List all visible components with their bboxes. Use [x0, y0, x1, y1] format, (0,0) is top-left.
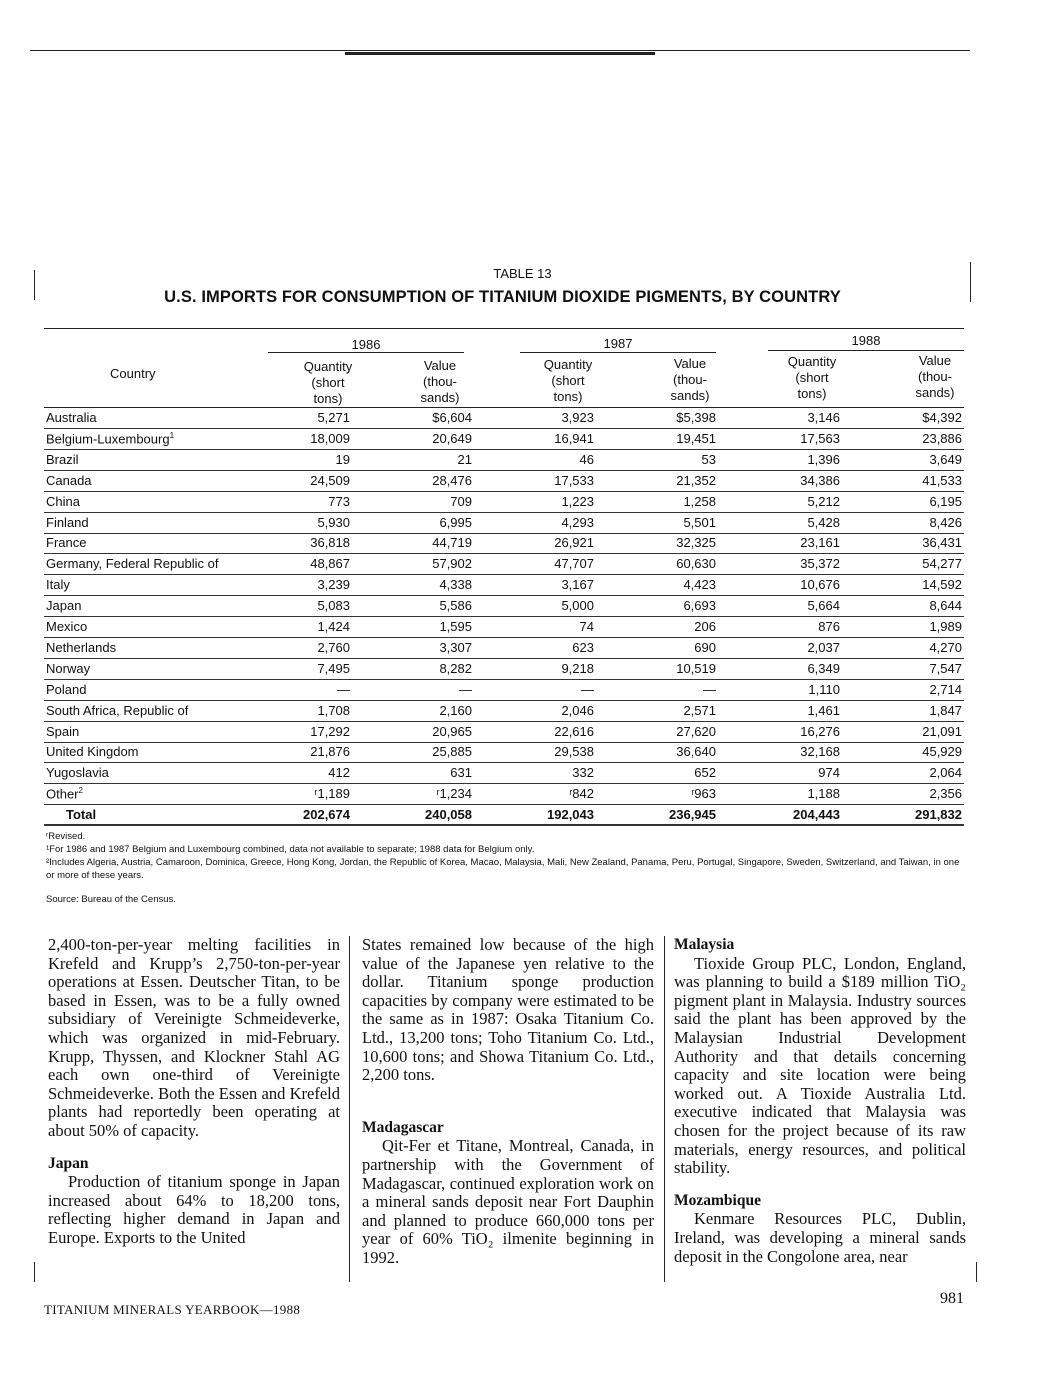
- cell-value: 16,941: [554, 430, 594, 446]
- cell-value: 1,258: [683, 493, 716, 509]
- quantity-header-1987: Quantity (short tons): [543, 357, 593, 404]
- table-top-rule: [44, 328, 964, 329]
- table-row: [44, 617, 964, 638]
- quantity-header-1986: Quantity (short tons): [303, 359, 353, 406]
- cell-value: 412: [328, 765, 350, 781]
- text-column-3: [674, 936, 966, 1266]
- cell-value: 44,719: [432, 535, 472, 551]
- cell-value: 10,519: [676, 660, 716, 676]
- cell-value: 20,649: [432, 430, 472, 446]
- cell-value: 8,282: [439, 660, 472, 676]
- country-name: [46, 765, 109, 780]
- cell-value: 974: [818, 765, 840, 781]
- country-label: Mexico: [46, 619, 88, 634]
- table-row: [44, 408, 964, 429]
- table-row: [44, 429, 964, 450]
- country-label: Germany, Federal Republic of: [46, 556, 219, 572]
- cell-value: 3,307: [439, 639, 472, 655]
- paragraph-japan: Production of titanium sponge in Japan increased about 64% to 18,200 tons, reflecting higher demand in Japan and Europe. Exports to the United: [48, 1172, 340, 1247]
- cell-value: 631: [450, 765, 472, 781]
- country-name: [46, 452, 79, 467]
- cell-value: 1,595: [439, 619, 472, 634]
- cell-value: 2,714: [929, 681, 962, 697]
- value-header-1988: Value (thou- sands): [915, 353, 955, 400]
- cell-value: 5,664: [807, 598, 840, 614]
- table-row: [44, 659, 964, 680]
- cell-value: 2,037: [807, 639, 840, 655]
- cell-value: 17,292: [310, 723, 350, 739]
- cell-value: 74: [579, 619, 594, 634]
- paragraph-malaysia: Tioxide Group PLC, London, England, was planning to build a $189 million TiO₂ pigment plant in Malaysia. Industry sources said the plant has been approved by the Malaysian Industrial Development Authority and that details concerning capacity and site location were being worked out. A Tioxide Australia Ltd. executive indicated that Malaysia was chosen for the project because of its raw materials, energy resources, and political stability.: [674, 953, 966, 1178]
- cell-value: 27,620: [676, 723, 716, 739]
- table-row: [44, 638, 964, 659]
- cell-value: 6,195: [929, 493, 962, 509]
- cell-value: 41,533: [922, 472, 962, 488]
- country-label: United Kingdom: [46, 744, 139, 760]
- cell-value: 14,592: [922, 577, 962, 593]
- cell-value: 2,760: [317, 639, 350, 655]
- country-name: [46, 556, 218, 571]
- heading-malaysia: Malaysia: [674, 936, 735, 953]
- cell-value: 21,091: [922, 723, 962, 739]
- cell-value: 48,867: [310, 556, 350, 572]
- cell-value: 28,476: [432, 472, 472, 488]
- country-label: Canada: [46, 472, 92, 488]
- country-name: [46, 786, 83, 801]
- country-name: [46, 515, 89, 530]
- cell-value: 1,110: [808, 681, 840, 697]
- country-name: [46, 473, 92, 488]
- heading-japan: Japan: [48, 1154, 89, 1172]
- cell-value: 1,989: [929, 619, 962, 634]
- year-1988-rule: [768, 350, 964, 351]
- cell-value: ʳ842: [569, 786, 594, 802]
- cell-value: 709: [450, 493, 472, 509]
- country-label: Brazil: [46, 451, 79, 467]
- cell-value: 206: [694, 619, 716, 634]
- cell-value: 6,349: [807, 660, 840, 676]
- cell-value: 19,451: [676, 430, 716, 446]
- cell-value: 9,218: [561, 660, 594, 676]
- year-1986-rule: [268, 352, 464, 353]
- cell-value: 2,571: [683, 702, 716, 718]
- cell-value: 5,000: [561, 598, 594, 614]
- cell-value: 54,277: [922, 556, 962, 572]
- cell-value: 32,168: [800, 744, 840, 760]
- cell-value: 291,832: [915, 807, 962, 823]
- note-2: ²Includes Algeria, Austria, Camaroon, Dominica, Greece, Hong Kong, Jordan, the Republic of Korea, Macao, Malaysia, Mali, New Zealand, Panama, Peru, Portugal, Singapore, Sweden, Switzerland, and Taiwan, in one or more of these years.: [46, 857, 960, 881]
- cell-value: 3,923: [561, 410, 594, 425]
- cell-value: 2,160: [439, 702, 472, 718]
- cell-value: 3,239: [317, 577, 350, 593]
- cell-value: 4,423: [683, 577, 716, 593]
- cell-value: 4,338: [439, 577, 472, 593]
- country-name: [46, 703, 188, 718]
- paragraph-madagascar: Qit-Fer et Titane, Montreal, Canada, in partnership with the Government of Madagascar, continued exploration work on a mineral sands deposit near Fort Dauphin and planned to produce 660,000 tons per year of 60% TiO₂ ilmenite beginning in 1992.: [362, 1136, 654, 1267]
- cell-value: 202,674: [303, 807, 350, 823]
- heading-madagascar: Madagascar: [362, 1118, 444, 1136]
- cell-value: 2,356: [929, 786, 962, 802]
- table-row: [44, 450, 964, 471]
- table-row: [44, 701, 964, 722]
- cell-value: 18,009: [310, 430, 350, 446]
- cell-value: 36,431: [922, 535, 962, 551]
- year-1986: 1986: [351, 337, 381, 352]
- country-header: Country: [110, 366, 156, 381]
- cell-value: 21,352: [676, 472, 716, 488]
- cell-value: ʳ1,189: [314, 786, 350, 802]
- cell-value: 20,965: [432, 723, 472, 739]
- year-1987-rule: [520, 352, 716, 353]
- footer-publication: TITANIUM MINERALS YEARBOOK—1988: [44, 1302, 301, 1317]
- cell-value: 22,616: [554, 723, 594, 739]
- cell-value: —: [459, 681, 472, 697]
- cell-value: 1,461: [807, 702, 840, 718]
- cell-value: 1,424: [317, 619, 350, 634]
- value-header-1986: Value (thou- sands): [420, 358, 460, 405]
- paragraph-japan-continued: States remained low because of the high value of the Japanese yen relative to the dollar. Titanium sponge production capacities by company were estimated to be the same as in 1987: Osaka Titanium Co. Ltd., 13,200 tons; Toho Titanium Co. Ltd., 10,600 tons; and Showa Titanium Co. Ltd., 2,200 tons.: [362, 935, 654, 1085]
- country-label: Other: [46, 786, 79, 802]
- cell-value: 652: [694, 765, 716, 781]
- paragraph-germany-continued: 2,400-ton-per-year melting facilities in Krefeld and Krupp’s 2,750-ton-per-year operations at Essen. Deutscher Titan, to be based in Essen, was to be a fully owned subsidiary of Vereinigte Schmeideverke, which was organized in mid-February. Krupp, Thyssen, and Klockner Stahl AG each own one-third of Vereinigte Schmeideverke. Both the Essen and Krefeld plants had reportedly been operating at about 50% of capacity.: [48, 935, 340, 1140]
- cell-value: 8,426: [929, 514, 962, 530]
- cell-value: 16,276: [800, 723, 840, 739]
- cell-value: 21,876: [310, 744, 350, 760]
- cell-value: 5,083: [317, 598, 350, 614]
- note-revised: ʳRevised.: [46, 831, 86, 842]
- cell-value: 36,818: [310, 535, 350, 551]
- cell-value: 236,945: [669, 807, 716, 823]
- left-bottom-line: [34, 1262, 35, 1282]
- country-label: South Africa, Republic of: [46, 702, 189, 718]
- cell-value: 690: [694, 639, 716, 655]
- cell-value: 17,533: [554, 472, 594, 488]
- cell-value: 5,586: [439, 598, 472, 614]
- cell-value: 17,563: [800, 430, 840, 446]
- table-label: TABLE 13: [493, 266, 552, 281]
- cell-value: 1,708: [317, 702, 350, 718]
- cell-value: 45,929: [922, 744, 962, 760]
- cell-value: 3,146: [807, 410, 840, 425]
- table-row: [44, 680, 964, 701]
- cell-value: 7,547: [929, 660, 962, 676]
- country-label: Total: [66, 807, 97, 823]
- quantity-header-1988: Quantity (short tons): [787, 354, 837, 401]
- cell-value: $5,398: [676, 410, 716, 425]
- table-title: U.S. IMPORTS FOR CONSUMPTION OF TITANIUM DIOXIDE PIGMENTS, BY COUNTRY: [164, 288, 841, 306]
- column-divider-2: [664, 936, 665, 1282]
- cell-value: 6,693: [683, 598, 716, 614]
- cell-value: 36,640: [676, 744, 716, 760]
- table-row: [44, 471, 964, 492]
- table-row: [44, 575, 964, 596]
- note-1: ¹For 1986 and 1987 Belgium and Luxembourg combined, data not available to separate; 1988 data for Belgium only.: [46, 844, 535, 855]
- cell-value: 2,046: [561, 702, 594, 718]
- table-row: [44, 742, 964, 763]
- cell-value: 5,428: [807, 514, 840, 530]
- cell-value: ʳ963: [691, 786, 716, 802]
- cell-value: 29,538: [554, 744, 594, 760]
- note-source: Source: Bureau of the Census.: [46, 894, 176, 905]
- footnote-marker: 1: [169, 430, 175, 440]
- table-row: [44, 513, 964, 534]
- cell-value: 7,495: [317, 660, 350, 676]
- country-name: [46, 535, 86, 550]
- table-row: [44, 763, 964, 784]
- cell-value: 1,188: [807, 786, 840, 802]
- country-label: Yugoslavia: [46, 765, 109, 781]
- year-1988: 1988: [851, 333, 881, 348]
- text-column-1: [48, 936, 340, 1248]
- country-label: Spain: [46, 723, 80, 739]
- table-total-row: [44, 805, 964, 826]
- country-name: [46, 577, 70, 592]
- cell-value: 4,270: [929, 639, 962, 655]
- table-row: [44, 722, 964, 743]
- country-label: Belgium-Luxembourg: [46, 431, 170, 447]
- table-row: [44, 533, 964, 554]
- cell-value: —: [337, 681, 350, 697]
- table-row: [44, 554, 964, 575]
- cell-value: 46: [579, 451, 594, 467]
- country-label: Poland: [46, 681, 87, 697]
- cell-value: 53: [701, 451, 716, 467]
- cell-value: 25,885: [432, 744, 472, 760]
- cell-value: 34,386: [800, 472, 840, 488]
- column-divider-1: [349, 936, 350, 1282]
- cell-value: 1,223: [561, 493, 594, 509]
- cell-value: 204,443: [793, 807, 840, 823]
- cell-value: 5,212: [807, 493, 840, 509]
- cell-value: 1,396: [807, 451, 840, 467]
- text-column-2: [362, 936, 654, 1268]
- footnote-marker: 2: [78, 786, 83, 796]
- country-name: [46, 744, 139, 759]
- country-label: Netherlands: [46, 639, 117, 655]
- country-name: [46, 661, 90, 676]
- country-name: [46, 598, 81, 613]
- cell-value: $6,604: [432, 410, 472, 425]
- cell-value: 19: [335, 451, 350, 467]
- cell-value: 23,161: [800, 535, 840, 551]
- cell-value: 3,167: [561, 577, 594, 593]
- table-row: [44, 784, 964, 805]
- cell-value: 876: [818, 619, 840, 634]
- cell-value: 21: [457, 451, 472, 467]
- country-name: [46, 640, 116, 655]
- heading-mozambique: Mozambique: [674, 1191, 761, 1209]
- cell-value: ʳ1,234: [436, 786, 472, 802]
- country-name: [46, 494, 80, 509]
- cell-value: 2,064: [929, 765, 962, 781]
- cell-value: 192,043: [547, 807, 594, 823]
- cell-value: 332: [572, 765, 594, 781]
- country-name: [46, 431, 174, 446]
- country-label: China: [46, 493, 80, 509]
- cell-value: —: [703, 681, 716, 697]
- cell-value: 6,995: [439, 514, 472, 530]
- country-label: Norway: [46, 660, 91, 676]
- cell-value: 5,930: [317, 514, 350, 530]
- cell-value: 32,325: [676, 535, 716, 551]
- cell-value: 8,644: [929, 598, 962, 614]
- top-thick-rule: [345, 52, 655, 55]
- country-name: [46, 682, 86, 697]
- cell-value: 10,676: [800, 577, 840, 593]
- cell-value: 240,058: [425, 807, 472, 823]
- table-row: [44, 596, 964, 617]
- cell-value: 1,847: [929, 702, 962, 718]
- row-rule: [44, 824, 964, 826]
- cell-value: 47,707: [554, 556, 594, 572]
- cell-value: 26,921: [554, 535, 594, 551]
- country-label: Italy: [46, 577, 70, 593]
- table-row: [44, 492, 964, 513]
- cell-value: 35,372: [800, 556, 840, 572]
- cell-value: 24,509: [310, 472, 350, 488]
- cell-value: 60,630: [676, 556, 716, 572]
- cell-value: 5,501: [683, 514, 716, 530]
- year-1987: 1987: [603, 336, 633, 351]
- cell-value: $4,392: [922, 410, 962, 425]
- value-header-1987: Value (thou- sands): [670, 356, 710, 403]
- cell-value: 4,293: [561, 514, 594, 530]
- cell-value: 23,886: [922, 430, 962, 446]
- cell-value: 5,271: [317, 410, 350, 425]
- country-label: France: [46, 535, 87, 551]
- cell-value: 773: [328, 493, 350, 509]
- country-name: [46, 724, 79, 739]
- country-name: [66, 807, 96, 822]
- country-name: [46, 619, 87, 634]
- top-rule: [30, 50, 970, 51]
- page-number: 981: [940, 1290, 964, 1307]
- cell-value: 3,649: [929, 451, 962, 467]
- country-label: Finland: [46, 514, 89, 530]
- right-bottom-line: [976, 1262, 977, 1282]
- cell-value: —: [581, 681, 594, 697]
- cell-value: 57,902: [432, 556, 472, 572]
- paragraph-mozambique: Kenmare Resources PLC, Dublin, Ireland, was developing a mineral sands deposit in the Congolone area, near: [674, 1209, 966, 1266]
- country-name: [46, 410, 97, 425]
- country-label: Australia: [46, 410, 97, 425]
- cell-value: 623: [572, 639, 594, 655]
- country-label: Japan: [46, 598, 82, 614]
